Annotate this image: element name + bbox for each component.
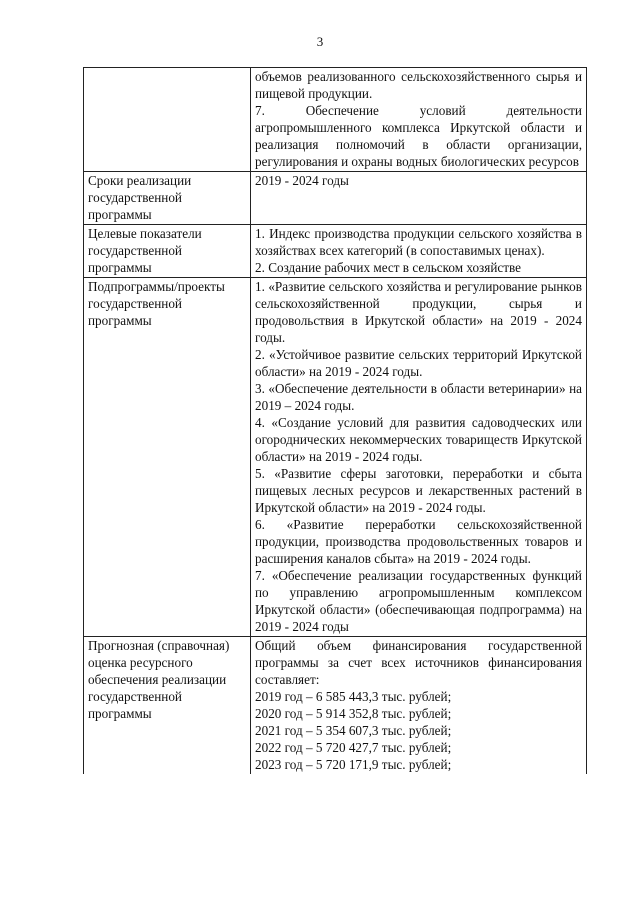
row-label: Целевые показатели государственной программы <box>84 225 251 278</box>
content-paragraph: 2019 год – 6 585 443,3 тыс. рублей; <box>255 689 452 704</box>
content-paragraph: Общий объем финансирования государственной программы за счет всех источников финансирования составляет: <box>255 638 582 687</box>
row-content <box>251 172 587 225</box>
row-content <box>251 278 587 637</box>
row-content <box>251 68 587 172</box>
table-row <box>84 68 587 172</box>
content-paragraph: 1. Индекс производства продукции сельского хозяйства в хозяйствах всех категорий (в сопоставимых ценах). <box>255 226 582 258</box>
page-number: 3 <box>316 34 324 49</box>
table-row <box>84 637 587 775</box>
content-paragraph: 2021 год – 5 354 607,3 тыс. рублей; <box>255 723 452 738</box>
content-paragraph: 7. «Обеспечение реализации государственных функций по управлению агропромышленным комплексом Иркутской области» (обеспечивающая подпрограмма) на 2019 - 2024 годы <box>255 568 582 634</box>
content-paragraph: объемов реализованного сельскохозяйственного сырья и пищевой продукции. <box>255 69 582 101</box>
content-paragraph: 3. «Обеспечение деятельности в области ветеринарии» на 2019 – 2024 годы. <box>255 381 582 413</box>
table-row <box>84 278 587 637</box>
table-row <box>84 225 587 278</box>
row-label <box>84 68 251 172</box>
content-paragraph: 6. «Развитие переработки сельскохозяйственной продукции, производства продовольственных товаров и расширения каналов сбыта» на 2019 - 2024 годы. <box>255 517 582 566</box>
row-content <box>251 225 587 278</box>
table-row <box>84 172 587 225</box>
content-paragraph: 2023 год – 5 720 171,9 тыс. рублей; <box>255 757 452 772</box>
content-paragraph: 5. «Развитие сферы заготовки, переработки и сбыта пищевых лесных ресурсов и лекарственных растений в Иркутской области» на 2019 - 2024 годы. <box>255 466 582 515</box>
content-paragraph: 2022 год – 5 720 427,7 тыс. рублей; <box>255 740 452 755</box>
row-label: Сроки реализации государственной программы <box>84 172 251 225</box>
program-passport-table <box>83 67 587 774</box>
content-paragraph: 2. «Устойчивое развитие сельских территорий Иркутской области» на 2019 - 2024 годы. <box>255 347 582 379</box>
row-label: Подпрограммы/проекты государственной программы <box>84 278 251 637</box>
row-content <box>251 637 587 775</box>
content-paragraph: 2019 - 2024 годы <box>255 173 349 188</box>
content-paragraph: 7. Обеспечение условий деятельности агропромышленного комплекса Иркутской области и реализация полномочий в области организации, регулирования и охраны водных биологических ресурсов <box>255 103 582 169</box>
row-label: Прогнозная (справочная) оценка ресурсного обеспечения реализации государственной программы <box>84 637 251 775</box>
content-paragraph: 4. «Создание условий для развития садоводческих или огороднических некоммерческих товариществ Иркутской области» на 2019 - 2024 годы. <box>255 415 582 464</box>
content-paragraph: 2020 год – 5 914 352,8 тыс. рублей; <box>255 706 452 721</box>
content-paragraph: 1. «Развитие сельского хозяйства и регулирование рынков сельскохозяйственной продукции, сырья и продовольствия в Иркутской области» на 2019 - 2024 годы. <box>255 279 582 345</box>
content-paragraph: 2. Создание рабочих мест в сельском хозяйстве <box>255 260 522 275</box>
